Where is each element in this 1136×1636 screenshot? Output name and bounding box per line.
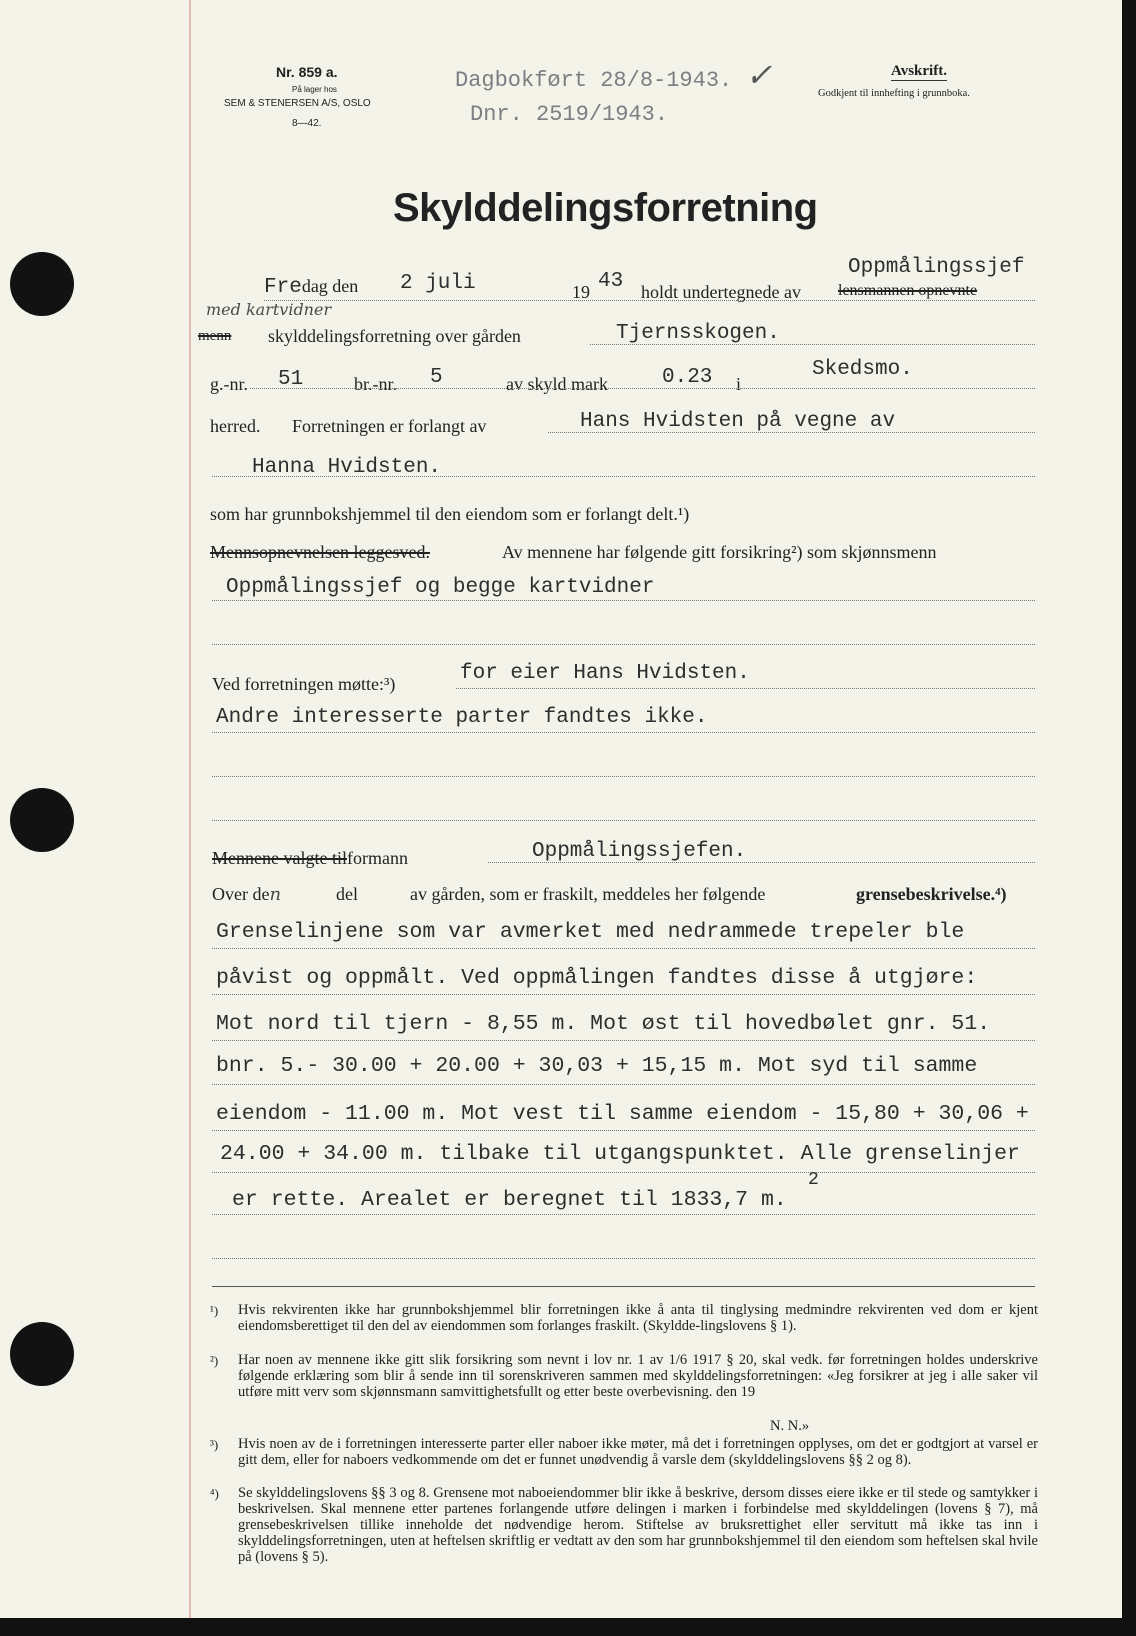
boundary-line-4: bnr. 5.- 30.00 + 20.00 + 30,03 + 15,15 m. Mot syd til samme bbox=[216, 1054, 978, 1078]
publisher-line-2: SEM & STENERSEN A/S, OSLO bbox=[224, 98, 371, 109]
boundary-rule-3 bbox=[212, 1040, 1035, 1041]
line-8-rule bbox=[212, 600, 1035, 601]
chair-line bbox=[212, 848, 408, 869]
boundary-line-7: er rette. Arealet er beregnet til 1833,7 m. bbox=[232, 1188, 787, 1212]
gnr-value: 51 bbox=[278, 368, 304, 391]
footnote-2-number: ²) bbox=[210, 1353, 219, 1368]
bnr-value: 5 bbox=[430, 366, 443, 389]
struck-chair: Mennene valgte til bbox=[212, 848, 347, 868]
footnote-separator bbox=[212, 1286, 1035, 1287]
in-label: i bbox=[736, 374, 742, 394]
line-13-rule bbox=[212, 820, 1035, 821]
requested-by-line-2: Hanna Hvidsten. bbox=[252, 456, 442, 479]
tax-label: av skyld mark bbox=[506, 374, 608, 394]
line-3-rule bbox=[250, 388, 1035, 389]
footnote-1-text: Hvis rekvirenten ikke har grunnbokshjemmel blir forretningen ikke å anta til tinglysing medmindre rekvirenten ved dom er kjent eiendomsberettiget til den del av eiendommen som forlanges fraskilt. (Skyldde-lingslovens § 1). bbox=[238, 1302, 1038, 1334]
publisher-line-3: 8—42. bbox=[292, 118, 322, 129]
attended-value-1: for eier Hans Hvidsten. bbox=[460, 662, 750, 685]
area-superscript: 2 bbox=[808, 1170, 819, 1190]
handwritten-addition: med kartvidner bbox=[206, 300, 332, 319]
boundary-line-6: 24.00 + 34.00 m. tilbake til utgangspunktet. Alle grenselinjer bbox=[220, 1142, 1020, 1166]
journal-stamp-line-1: Dagbokført 28/8-1943. ✓ bbox=[455, 56, 773, 94]
year-prefix: 19 bbox=[572, 282, 590, 302]
title-holder-text: som har grunnbokshjemmel til den eiendom som er forlangt delt.¹) bbox=[210, 504, 690, 524]
requested-by-line-1: Hans Hvidsten på vegne av bbox=[580, 410, 896, 433]
boundary-line-5: eiendom - 11.00 m. Mot vest til samme eiendom - 15,80 + 30,06 + bbox=[216, 1102, 1029, 1126]
survey-over-farm-label: skylddelingsforretning over gården bbox=[268, 326, 521, 346]
footnote-4-number: ⁴) bbox=[210, 1486, 219, 1501]
held-by-label: holdt undertegnede av bbox=[641, 282, 801, 302]
struck-appointment: Mennsopnevnelsen leggesved. bbox=[210, 542, 430, 562]
line-9-rule bbox=[212, 644, 1035, 645]
punch-hole-bottom bbox=[10, 1322, 74, 1386]
farm-name: Tjernsskogen. bbox=[616, 322, 780, 345]
line-14-rule bbox=[488, 862, 1035, 863]
boundary-line-2: påvist og oppmålt. Ved oppmålingen fandtes disse å utgjøre: bbox=[216, 966, 978, 990]
assurance-value: Oppmålingssjef og begge kartvidner bbox=[226, 576, 655, 599]
boundary-rule-8 bbox=[212, 1258, 1035, 1259]
boundary-line-1: Grenselinjene som var avmerket med nedrammede trepeler ble bbox=[216, 920, 965, 944]
publisher-line-1: På lager hos bbox=[292, 85, 337, 94]
boundary-rule-4 bbox=[212, 1084, 1035, 1085]
boundary-rule-2 bbox=[212, 994, 1035, 995]
weekday-typed: Fre bbox=[264, 276, 302, 299]
attended-label: Ved forretningen møtte:³) bbox=[212, 674, 396, 694]
footnote-2-signature: N. N.» bbox=[770, 1418, 810, 1434]
boundary-intro-hand: n bbox=[269, 884, 282, 905]
line-2-rule bbox=[590, 344, 1035, 345]
chair-value: Oppmålingssjefen. bbox=[532, 840, 747, 863]
footnote-1-number: ¹) bbox=[210, 1303, 219, 1318]
municipality: Skedsmo. bbox=[812, 358, 913, 381]
weekday-suffix: dag den bbox=[301, 276, 359, 296]
officer-title-typed: Oppmålingssjef bbox=[848, 256, 1025, 279]
boundary-intro-1 bbox=[212, 884, 281, 905]
chair-label: formann bbox=[346, 848, 408, 868]
boundary-rule-7 bbox=[212, 1214, 1035, 1215]
gnr-label: g.-nr. bbox=[210, 374, 248, 394]
check-mark-icon: ✓ bbox=[745, 56, 773, 94]
form-number: Nr. 859 a. bbox=[276, 64, 338, 80]
district-label: herred. bbox=[210, 416, 261, 436]
boundary-intro-bold: grensebeskrivelse.⁴) bbox=[856, 884, 1007, 904]
bnr-label: br.-nr. bbox=[354, 374, 397, 394]
copy-note: Godkjent til innhefting i grunnboka. bbox=[818, 88, 970, 99]
year-suffix: 43 bbox=[598, 270, 624, 293]
footnote-4-text: Se skylddelingslovens §§ 3 og 8. Grensene mot naboeiendommer blir ikke å beskrive, dersom disses eiere ikke er til stede og samtykker i beskrivelsen. Skal mennene etter partenes forlangende utføre delingen i marken i forbindelse med skylddelingen (lovens § 7), må grensebeskrivelsen tillike inneholde det nødvendige herom. Stiftelse av bruksrettighet eller servitutt må ikke tas inn i skylddelingsforretningen, uten at heftelsen skriftlig er vedtatt av den som har grunnbokshjemmel til den eiendom som heftelsen skal hvile på (lovens § 5). bbox=[238, 1485, 1038, 1565]
line-10-rule bbox=[456, 688, 1035, 689]
assurance-text: Av mennene har følgende gitt forsikring²) som skjønnsmenn bbox=[502, 542, 937, 562]
boundary-line-3: Mot nord til tjern - 8,55 m. Mot øst til hovedbølet gnr. 51. bbox=[216, 1012, 991, 1036]
boundary-rule-5 bbox=[212, 1130, 1035, 1131]
struck-men: menn bbox=[198, 328, 232, 344]
date-value: 2 juli bbox=[400, 272, 476, 295]
copy-label: Avskrift. bbox=[891, 63, 947, 79]
boundary-rule-1 bbox=[212, 948, 1035, 949]
journal-stamp-line-2: Dnr. 2519/1943. bbox=[470, 102, 669, 127]
struck-officer: lensmannen opnevnte bbox=[838, 282, 978, 299]
line-5-rule bbox=[212, 476, 1035, 477]
date-line bbox=[264, 276, 358, 299]
boundary-intro-2: del bbox=[336, 884, 358, 904]
footnote-3-text: Hvis noen av de i forretningen interesserte parter eller naboer ikke møter, må det i forretningen opplyses, om det er godtgjort at varsel er gitt dem, eller for naboers vedkommende om det er funnet unødvendig å varsle dem (skylddelingslovens §§ 2 og 8). bbox=[238, 1436, 1038, 1468]
line-11-rule bbox=[212, 732, 1035, 733]
punch-hole-top bbox=[10, 252, 74, 316]
line-1-rule bbox=[264, 300, 1035, 301]
footnote-2-text: Har noen av mennene ikke gitt slik forsikring som nevnt i lov nr. 1 av 1/6 1917 § 20, skal vedk. før forretningen holdes underskrive følgende erklæring som blir å sende inn til sorenskriveren sammen med skylddelingsforretningen: «Jeg forsikrer at jeg i alle saker vil utføre mitt verv som skjønnsmann samvittighetsfullt og etter beste overbevisning. den 19 bbox=[238, 1352, 1038, 1400]
boundary-intro-3: av gården, som er fraskilt, meddeles her følgende bbox=[410, 884, 766, 904]
margin-line bbox=[189, 0, 191, 1618]
attended-value-2: Andre interesserte parter fandtes ikke. bbox=[216, 706, 708, 729]
punch-hole-middle bbox=[10, 788, 74, 852]
tax-value: 0.23 bbox=[662, 366, 713, 389]
line-4-rule bbox=[548, 432, 1035, 433]
document-title: Skylddelingsforretning bbox=[393, 186, 818, 230]
footnote-3-number: ³) bbox=[210, 1437, 219, 1452]
boundary-intro-over: Over de bbox=[212, 884, 270, 904]
boundary-rule-6 bbox=[212, 1172, 1035, 1173]
requested-label: Forretningen er forlangt av bbox=[292, 416, 487, 436]
line-12-rule bbox=[212, 776, 1035, 777]
